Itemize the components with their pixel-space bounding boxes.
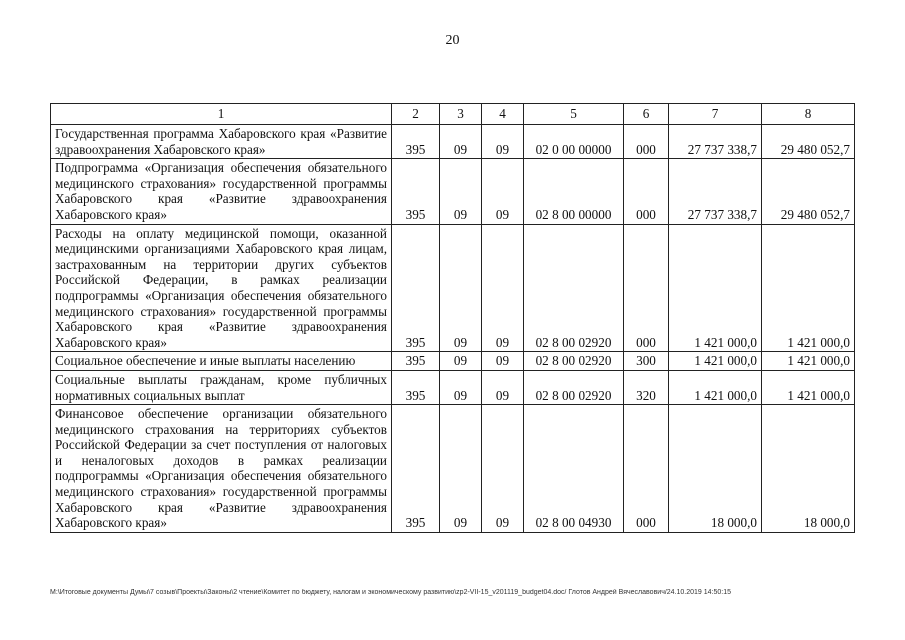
row-name: Социальные выплаты гражданам, кроме публичных нормативных социальных выплат [51,370,392,404]
row-col4: 09 [482,224,524,352]
header-cell-4: 4 [482,104,524,125]
row-col4: 09 [482,352,524,371]
row-col6: 000 [624,125,669,159]
row-col4: 09 [482,370,524,404]
header-cell-6: 6 [624,104,669,125]
row-col6: 320 [624,370,669,404]
row-col2: 395 [392,405,440,533]
row-col6: 000 [624,159,669,224]
row-col7: 1 421 000,0 [669,352,762,371]
row-col5: 02 8 00 04930 [524,405,624,533]
row-col2: 395 [392,224,440,352]
row-col6: 300 [624,352,669,371]
row-name: Подпрограмма «Организация обеспечения обязательного медицинского страхования» государственной программы Хабаровского края «Развитие здравоохранения Хабаровского края» [51,159,392,224]
header-cell-5: 5 [524,104,624,125]
table-row [51,224,855,352]
row-col8: 29 480 052,7 [762,159,855,224]
table-row [51,370,855,404]
row-name: Финансовое обеспечение организации обязательного медицинского страхования на территориях субъектов Российской Федерации за счет поступления от налоговых и неналоговых доходов в рамках реализации подпрограммы «Организация обеспечения обязательного медицинского страхования» государственной программы Хабаровского края «Развитие здравоохранения Хабаровского края» [51,405,392,533]
row-col8: 29 480 052,7 [762,125,855,159]
row-col3: 09 [440,352,482,371]
row-col4: 09 [482,125,524,159]
header-cell-1: 1 [51,104,392,125]
row-col3: 09 [440,159,482,224]
table-row [51,352,855,371]
header-cell-8: 8 [762,104,855,125]
row-col8: 1 421 000,0 [762,224,855,352]
budget-table [50,103,855,533]
table-row [51,159,855,224]
row-col6: 000 [624,224,669,352]
row-col5: 02 8 00 02920 [524,224,624,352]
page-number: 20 [445,33,460,48]
row-col5: 02 8 00 02920 [524,352,624,371]
row-col5: 02 8 00 00000 [524,159,624,224]
row-col8: 1 421 000,0 [762,352,855,371]
row-col7: 18 000,0 [669,405,762,533]
row-col2: 395 [392,159,440,224]
row-name: Социальное обеспечение и иные выплаты населению [51,352,392,371]
header-row [51,104,855,125]
row-col3: 09 [440,125,482,159]
row-col2: 395 [392,125,440,159]
row-col4: 09 [482,159,524,224]
row-col3: 09 [440,370,482,404]
table-row [51,125,855,159]
row-col7: 1 421 000,0 [669,370,762,404]
row-col6: 000 [624,405,669,533]
header-cell-2: 2 [392,104,440,125]
row-col3: 09 [440,224,482,352]
row-col5: 02 0 00 00000 [524,125,624,159]
row-col5: 02 8 00 02920 [524,370,624,404]
row-col8: 1 421 000,0 [762,370,855,404]
row-col2: 395 [392,352,440,371]
row-col7: 27 737 338,7 [669,159,762,224]
row-name: Расходы на оплату медицинской помощи, оказанной медицинскими организациями Хабаровского края лицам, застрахованным на территории других субъектов Российской Федерации, в рамках реализации подпрограммы «Организация обеспечения обязательного медицинского страхования» государственной программы Хабаровского края «Развитие здравоохранения Хабаровского края» [51,224,392,352]
row-col4: 09 [482,405,524,533]
header-cell-7: 7 [669,104,762,125]
header-cell-3: 3 [440,104,482,125]
row-col8: 18 000,0 [762,405,855,533]
table-row [51,405,855,533]
row-col7: 27 737 338,7 [669,125,762,159]
document-footer-path: M:\Итоговые документы Думы\7 созыв\Проекты\Законы\2 чтение\Комитет по бюджету, налогам и экономическому развитию\zp2-VII-15_v201119_budget04.doc/ Глотов Андрей Вячеславович/24.10.2019 14:50:15 [50,589,732,596]
row-col3: 09 [440,405,482,533]
row-col7: 1 421 000,0 [669,224,762,352]
row-col2: 395 [392,370,440,404]
row-name: Государственная программа Хабаровского края «Развитие здравоохранения Хабаровского края» [51,125,392,159]
